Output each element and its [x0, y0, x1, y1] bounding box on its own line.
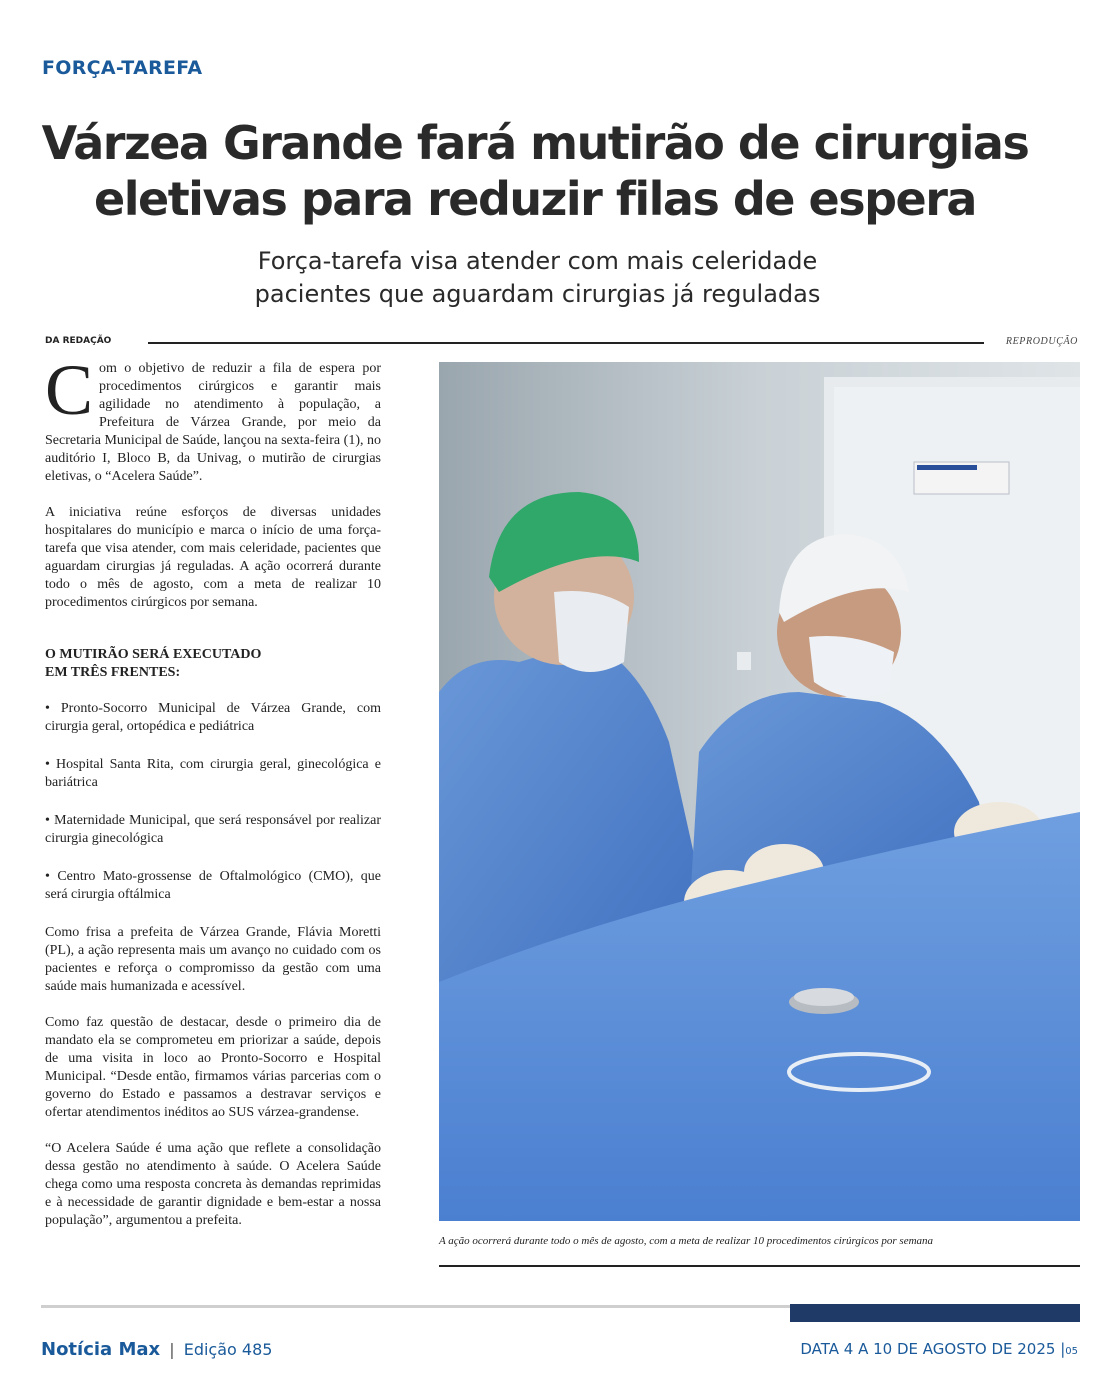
footer-accent-bar	[790, 1304, 1080, 1322]
paragraph-intro	[45, 350, 381, 486]
byline: DA REDAÇÃO	[45, 336, 112, 346]
list-item: • Centro Mato-grossense de Oftalmológico (CMO), que será cirurgia oftálmica	[45, 869, 381, 902]
paragraph: “O Acelera Saúde é uma ação que reflete a consolidação dessa gestão no atendimento à saúde. O Acelera Saúde chega como uma resposta concreta às demandas reprimidas e à necessidade de garantir dignidade e bem-estar a nossa população”, argumentou a prefeita.	[45, 1141, 381, 1228]
publication-name: Notícia Max	[41, 1339, 161, 1360]
edition-number: Edição 485	[183, 1340, 273, 1359]
issue-date: DATA 4 A 10 DE AGOSTO DE 2025	[800, 1340, 1056, 1358]
headline-line-2: eletivas para reduzir filas de espera	[94, 172, 976, 226]
divider-rule	[148, 342, 984, 344]
article-body	[45, 350, 381, 1248]
caption-rule	[439, 1265, 1080, 1267]
footer-rule	[41, 1305, 791, 1308]
subheadline-line-1: Força-tarefa visa atender com mais celeridade	[257, 247, 818, 275]
section-heading	[45, 646, 381, 682]
photo-caption: A ação ocorrerá durante todo o mês de agosto, com a meta de realizar 10 procedimentos cirúrgicos por semana	[439, 1235, 934, 1247]
section-heading-line-1: O MUTIRÃO SERÁ EXECUTADO	[45, 647, 262, 662]
subheadline	[0, 245, 1075, 311]
drop-cap: C	[45, 350, 94, 430]
footer-date	[800, 1340, 1078, 1358]
list-item: • Pronto-Socorro Municipal de Várzea Grande, com cirurgia geral, ortopédica e pediátrica	[45, 701, 381, 734]
section-heading-line-2: EM TRÊS FRENTES:	[45, 665, 181, 680]
paragraph: A iniciativa reúne esforços de diversas unidades hospitalares do município e marca o início de uma força-tarefa que visa atender, com mais celeridade, pacientes que aguardam cirurgias já reguladas. A ação ocorrerá durante todo o mês de agosto, com a meta de realizar 10 procedimentos cirúrgicos por semana.	[45, 505, 381, 610]
paragraph: Como frisa a prefeita de Várzea Grande, Flávia Moretti (PL), a ação representa mais um avanço no cuidado com os pacientes e reforça o compromisso da gestão com uma saúde mais humanizada e acessível.	[45, 925, 381, 994]
list-item: • Maternidade Municipal, que será responsável por realizar cirurgia ginecológica	[45, 813, 381, 846]
list-item: • Hospital Santa Rita, com cirurgia geral, ginecológica e bariátrica	[45, 757, 381, 790]
footer-separator: |	[169, 1340, 175, 1359]
paragraph-intro-text: om o objetivo de reduzir a fila de espera por procedimentos cirúrgicos e garantir mais agilidade no atendimento à população, a Prefeitura de Várzea Grande, por meio da Secretaria Municipal de Saúde, lançou na sexta-feira (1), no auditório I, Bloco B, da Univag, o mutirão de cirurgias eletivas, o “Acelera Saúde”.	[45, 361, 381, 484]
photo-credit: REPRODUÇÃO	[1005, 336, 1078, 347]
headline	[0, 115, 1070, 227]
paragraph: Como faz questão de destacar, desde o primeiro dia de mandato ela se comprometeu em priorizar a saúde, depois de uma visita in loco ao Pronto-Socorro e Hospital Municipal. “Desde então, firmamos várias parcerias com o governo do Estado e passamos a destravar serviços e ofertar atendimentos inéditos ao SUS várzea-grandense.	[45, 1015, 381, 1120]
subheadline-line-2: pacientes que aguardam cirurgias já reguladas	[254, 280, 821, 308]
footer-publication	[41, 1339, 272, 1360]
page-separator: |	[1060, 1340, 1066, 1358]
section-kicker: FORÇA-TAREFA	[42, 57, 203, 79]
page-number: 05	[1065, 1346, 1078, 1357]
surgery-photo	[439, 362, 1080, 1221]
headline-line-1: Várzea Grande fará mutirão de cirurgias	[41, 116, 1029, 170]
